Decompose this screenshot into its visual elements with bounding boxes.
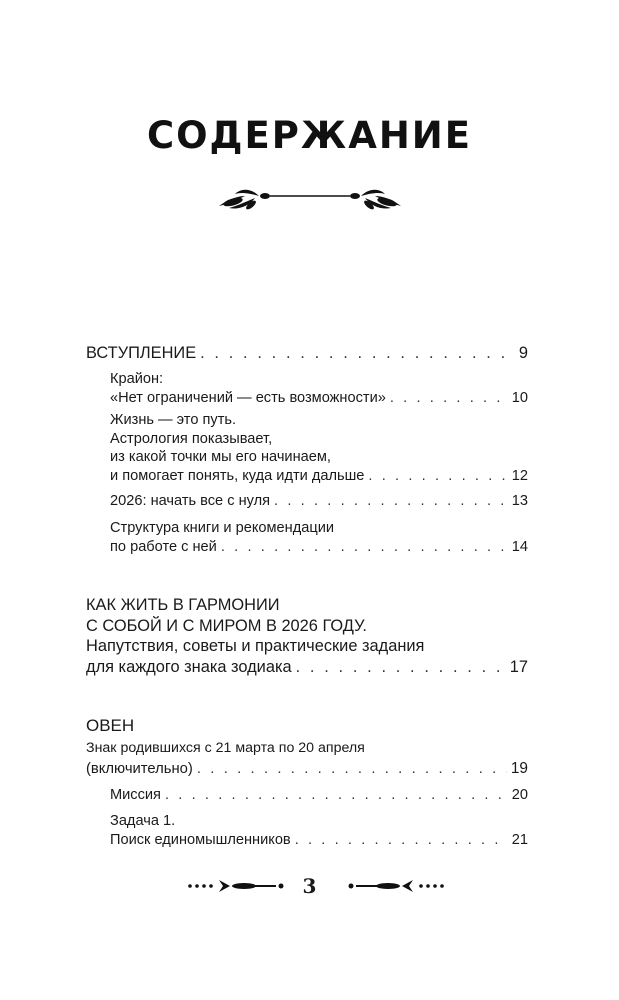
toc-page-number: 12 — [511, 467, 528, 484]
toc-entry-label: по работе с ней — [110, 538, 217, 555]
toc-entry-structure[interactable] — [110, 519, 528, 556]
leader-dots — [200, 343, 515, 364]
leader-dots — [390, 389, 508, 408]
toc-entry-label: 2026: начать все с нуля — [110, 493, 271, 509]
section-heading: ОВЕН — [86, 716, 135, 735]
toc-entry-label: КАК ЖИТЬ В ГАРМОНИИ — [86, 596, 280, 614]
toc-page-number: 17 — [509, 657, 528, 676]
toc-page-number: 13 — [511, 493, 528, 509]
toc-entry-label: Напутствия, советы и практические задания — [86, 637, 425, 655]
toc-entry-label: Жизнь — это путь. — [110, 412, 237, 428]
toc-entry-life[interactable] — [110, 411, 528, 485]
toc-page-number: 19 — [510, 760, 528, 777]
leader-dots — [221, 538, 508, 557]
toc-entry-label: Структура книги и рекомендации — [110, 520, 335, 536]
leader-dots — [197, 758, 507, 780]
toc-entry-label: ВСТУПЛЕНИЕ — [86, 344, 197, 362]
toc-entry-harmony[interactable] — [86, 595, 528, 677]
toc-entry-mission[interactable] — [110, 786, 528, 805]
toc-entry-label: С СОБОЙ И С МИРОМ В 2026 ГОДУ. — [86, 616, 367, 635]
toc-entry-label: (включительно) — [86, 761, 193, 777]
toc-entry-task1[interactable] — [110, 812, 528, 849]
toc-entry-2026[interactable] — [110, 492, 528, 511]
toc-entry-label: Астрология показывает, — [110, 430, 273, 447]
toc-entry-label: Поиск единомышленников — [110, 831, 291, 848]
toc-page-number: 20 — [511, 787, 528, 803]
toc-entry-label: Задача 1. — [110, 813, 176, 829]
page-number: 3 — [302, 874, 317, 898]
footer-ornament-right — [338, 878, 446, 894]
toc-entry-kryon[interactable] — [110, 370, 528, 407]
title-ornament — [215, 184, 405, 220]
leader-dots — [296, 657, 506, 678]
toc-entry-aries[interactable] — [86, 714, 528, 780]
toc-entry-label: из какой точки мы его начинаем, — [110, 449, 331, 465]
toc-entry-label: и помогает понять, куда идти дальше — [110, 467, 365, 484]
toc-entry-intro[interactable] — [86, 343, 528, 364]
leader-dots — [295, 831, 508, 850]
toc-entry-label: «Нет ограничений — есть возможности» — [110, 389, 386, 406]
page-title: СОДЕРЖАНИЕ — [146, 114, 473, 157]
toc-entry-label: Миссия — [110, 787, 161, 803]
toc-page-number: 21 — [511, 831, 528, 848]
toc-entry-label: Знак родившихся с 21 марта по 20 апреля — [86, 740, 365, 756]
toc-entry-label: Крайон: — [110, 371, 164, 387]
page-footer — [0, 872, 619, 902]
leader-dots — [165, 786, 508, 805]
toc-page-number: 9 — [518, 344, 528, 362]
leader-dots — [368, 467, 507, 486]
toc-entry-label: для каждого знака зодиака — [86, 657, 292, 676]
toc-page-number: 10 — [511, 389, 528, 406]
toc-page-number: 14 — [511, 538, 528, 555]
leader-dots — [274, 492, 508, 511]
